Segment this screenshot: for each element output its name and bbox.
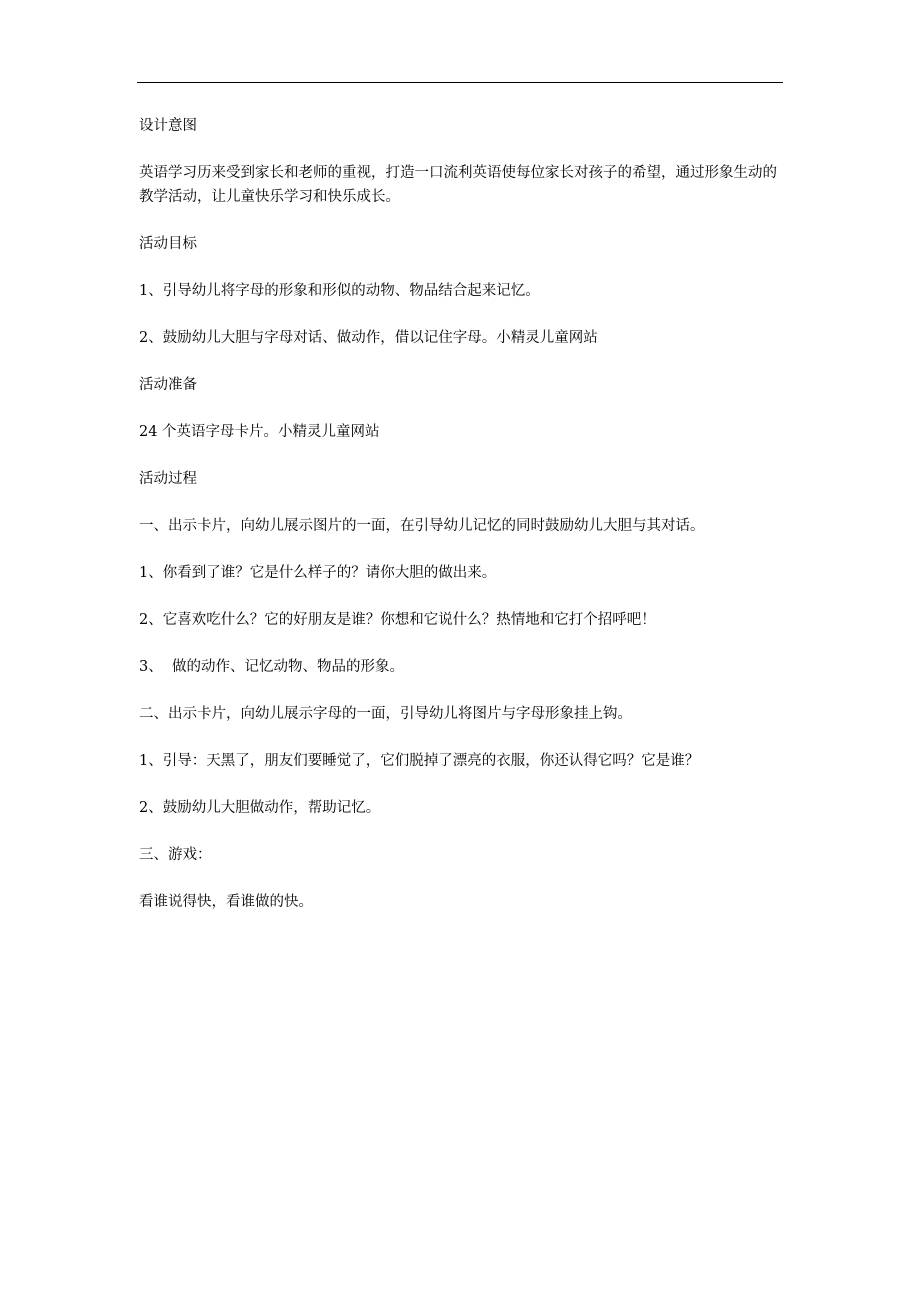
step-3: 三、游戏： <box>139 847 212 863</box>
document-body <box>139 114 779 937</box>
step-2-item-2: 2、鼓励幼儿大胆做动作，帮助记忆。 <box>139 800 381 816</box>
goal-1: 1、引导幼儿将字母的形象和形似的动物、物品结合起来记忆。 <box>139 283 540 299</box>
design-intent-heading: 设计意图 <box>139 118 197 134</box>
goal-2: 2、鼓励幼儿大胆与字母对话、做动作，借以记住字母。小精灵儿童网站 <box>139 330 598 346</box>
design-intent-text: 英语学习历来受到家长和老师的重视，打造一口流利英语使每位家长对孩子的希望，通过形象生动的教学活动，让儿童快乐学习和快乐成长。 <box>139 165 777 205</box>
step-1-item-3: 3、 做的动作、记忆动物、物品的形象。 <box>139 659 404 675</box>
prep-text: 24 个英语字母卡片。小精灵儿童网站 <box>139 424 380 440</box>
game-text: 看谁说得快，看谁做的快。 <box>139 894 313 910</box>
header-rule <box>137 82 783 83</box>
activity-process-heading: 活动过程 <box>139 471 197 487</box>
step-1-item-2: 2、它喜欢吃什么？它的好朋友是谁？你想和它说什么？热情地和它打个招呼吧！ <box>139 612 656 628</box>
step-2: 二、出示卡片，向幼儿展示字母的一面，引导幼儿将图片与字母形象挂上钩。 <box>139 706 632 722</box>
activity-goals-heading: 活动目标 <box>139 236 197 252</box>
step-1: 一、出示卡片，向幼儿展示图片的一面，在引导幼儿记忆的同时鼓励幼儿大胆与其对话。 <box>139 518 705 534</box>
activity-prep-heading: 活动准备 <box>139 377 197 393</box>
step-2-item-1: 1、引导：天黑了，朋友们要睡觉了，它们脱掉了漂亮的衣服，你还认得它吗？它是谁？ <box>139 753 700 769</box>
step-1-item-1: 1、你看到了谁？它是什么样子的？请你大胆的做出来。 <box>139 565 497 581</box>
